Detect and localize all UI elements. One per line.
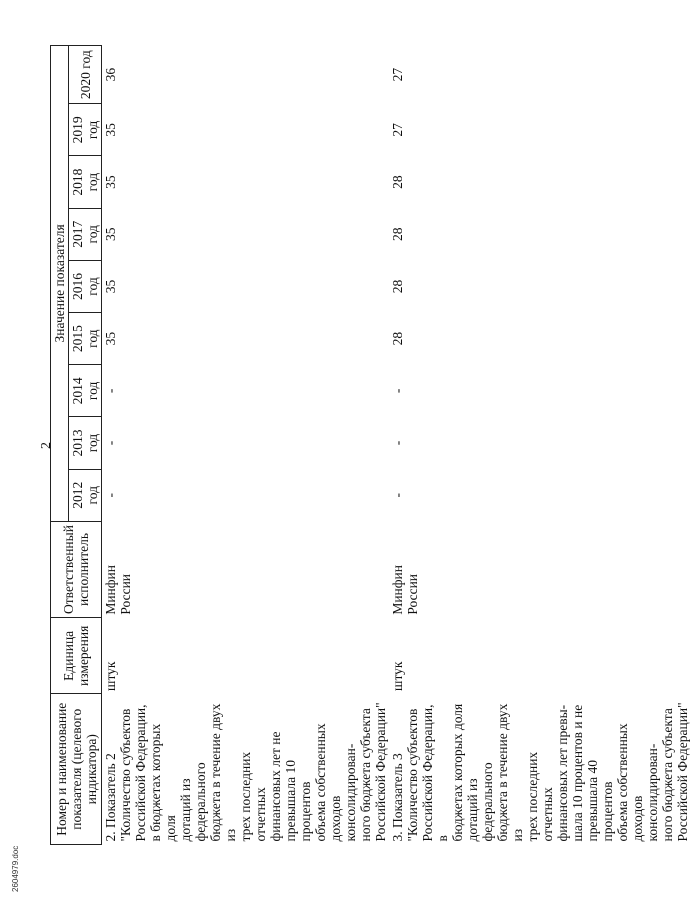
indicator-name-line: Российской Федерации, bbox=[133, 704, 148, 842]
value-cell: - bbox=[103, 388, 118, 394]
value-cell: 36 bbox=[103, 67, 118, 82]
value-cell: 35 bbox=[103, 331, 118, 346]
value-cell: 27 bbox=[390, 123, 405, 137]
header-year: 2018 год bbox=[69, 156, 102, 208]
indicator-name-line: финансовых лет превы- bbox=[555, 704, 570, 842]
indicator-table bbox=[50, 45, 691, 845]
indicator-name-line: "Количество субъектов bbox=[118, 708, 133, 842]
header-year: 2016 год bbox=[69, 260, 102, 312]
indicator-name-line: превышала 40 процентов bbox=[585, 759, 615, 842]
indicator-name-line: объема собственных bbox=[615, 723, 630, 842]
document-code: 2604979.doc bbox=[11, 845, 20, 892]
unit-cell: штук bbox=[103, 661, 118, 691]
table-row bbox=[389, 46, 691, 845]
indicator-name-cell bbox=[102, 694, 390, 845]
indicator-name-line: Российской Федерации" bbox=[675, 702, 690, 842]
indicator-name-line: "Количество субъектов bbox=[405, 708, 420, 842]
indicator-name-line: дотаций из федерального bbox=[465, 762, 495, 842]
indicator-name-line: финансовых лет не bbox=[268, 731, 283, 842]
header-executor: Ответственный исполнитель bbox=[51, 521, 102, 617]
indicator-name-line: объема собственных bbox=[313, 723, 328, 842]
header-year: 2013 год bbox=[69, 417, 102, 469]
indicator-name-line: трех последних отчетных bbox=[238, 751, 268, 842]
value-cell: 28 bbox=[390, 331, 405, 346]
header-year: 2020 год bbox=[69, 46, 102, 104]
indicator-name-line: дотаций из федерального bbox=[178, 762, 208, 842]
indicator-name-line: ного бюджета субъекта bbox=[358, 708, 373, 842]
value-cell: 28 bbox=[390, 279, 405, 294]
indicator-name-line: шала 10 процентов и не bbox=[570, 704, 585, 842]
table-header bbox=[51, 46, 102, 845]
value-cell: - bbox=[390, 440, 405, 446]
indicator-name-cell bbox=[389, 694, 691, 845]
header-indicator-name: Номер и наименование показателя (целевого индикатора) bbox=[51, 694, 102, 845]
unit-cell: штук bbox=[390, 661, 405, 691]
indicator-name-line: бюджета в течение двух из bbox=[495, 703, 525, 842]
value-cell: 27 bbox=[390, 67, 405, 82]
header-year: 2019 год bbox=[69, 104, 102, 156]
indicator-name-line: в бюджетах которых доля bbox=[148, 723, 178, 842]
value-cell: 35 bbox=[103, 279, 118, 294]
indicator-name-line: 2. Показатель 2 bbox=[103, 753, 118, 842]
indicator-name-line: Российской Федерации" bbox=[373, 702, 388, 842]
page-number: 2 bbox=[39, 442, 54, 449]
indicator-name-line: бюджетах которых доля bbox=[450, 703, 465, 842]
header-year: 2015 год bbox=[69, 313, 102, 365]
table-row bbox=[102, 46, 390, 845]
executor-cell: Минфин России bbox=[390, 565, 420, 615]
executor-cell: Минфин России bbox=[103, 565, 133, 615]
value-cell: - bbox=[103, 440, 118, 446]
header-year: 2017 год bbox=[69, 208, 102, 260]
header-year: 2012 год bbox=[69, 469, 102, 521]
value-cell: 28 bbox=[390, 175, 405, 189]
value-cell: - bbox=[390, 492, 405, 498]
indicator-name-line: превышала 10 процентов bbox=[283, 759, 313, 842]
value-cell: 35 bbox=[103, 227, 118, 242]
indicator-name-line: Российской Федерации, в bbox=[420, 704, 450, 842]
indicator-name-line: бюджета в течение двух из bbox=[208, 703, 238, 842]
indicator-name-line: доходов консолидирован- bbox=[630, 743, 660, 842]
header-unit: Единица измерения bbox=[51, 618, 102, 694]
indicator-name-line: доходов консолидирован- bbox=[328, 743, 358, 842]
value-cell: - bbox=[390, 388, 405, 394]
header-year: 2014 год bbox=[69, 365, 102, 417]
indicator-name-line: ного бюджета субъекта bbox=[660, 708, 675, 842]
rotated-page-content bbox=[50, 45, 690, 845]
value-cell: 35 bbox=[103, 123, 118, 137]
indicator-name-line: трех последних отчетных bbox=[525, 751, 555, 842]
value-cell: 35 bbox=[103, 175, 118, 189]
indicator-name-line: 3. Показатель 3 bbox=[390, 753, 405, 842]
value-cell: - bbox=[103, 492, 118, 498]
value-cell: 28 bbox=[390, 227, 405, 242]
header-values-group: Значение показателя bbox=[51, 46, 69, 522]
